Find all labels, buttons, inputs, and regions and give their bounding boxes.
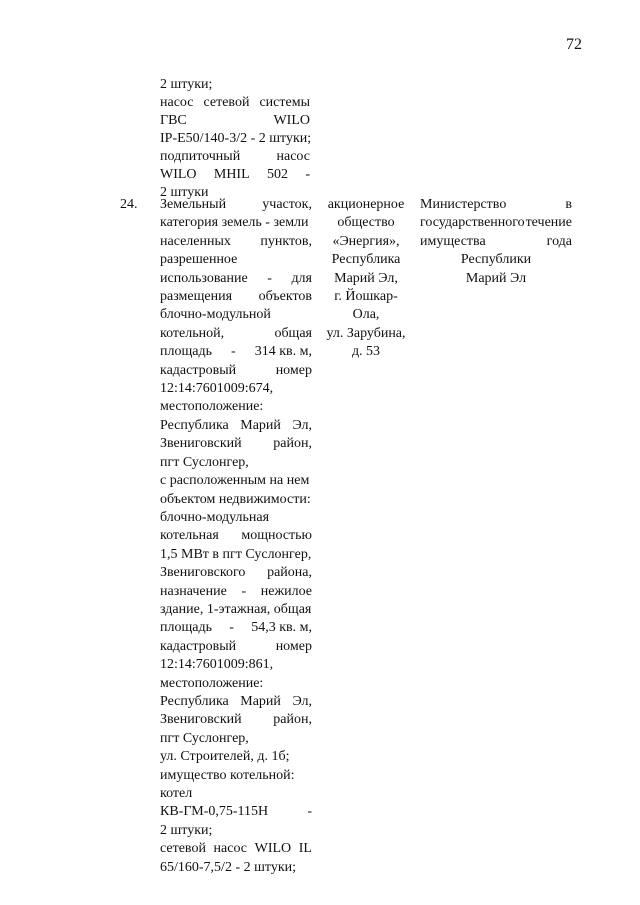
word: населенных xyxy=(160,233,231,249)
description-line xyxy=(160,803,312,821)
word: использование xyxy=(160,270,248,286)
word: Министерство xyxy=(420,197,507,212)
description-line: пгт Суслонгер, xyxy=(160,454,249,470)
word: течение xyxy=(525,215,572,231)
rights-holder-cell xyxy=(322,196,410,362)
continuation-line: 2 штуки; xyxy=(160,77,213,92)
description-line: 12:14:7601009:674, xyxy=(160,381,274,397)
description-line xyxy=(160,619,312,637)
property-description-cell xyxy=(160,196,312,877)
word: WILO xyxy=(254,841,292,857)
description-line: блочно-модульная xyxy=(160,509,270,525)
word: Марий xyxy=(240,693,281,709)
word: насос xyxy=(276,149,310,164)
word: номер xyxy=(275,638,312,654)
word: Эл, xyxy=(292,417,312,433)
page-number: 72 xyxy=(566,36,582,53)
word: 54,3 кв. м, xyxy=(251,620,312,636)
description-line: здание, 1-этажная, общая xyxy=(160,601,312,617)
holder-line: ул. Зарубина, xyxy=(326,325,406,341)
description-line: 12:14:7601009:861, xyxy=(160,657,274,673)
description-line xyxy=(160,693,312,711)
word: назначение xyxy=(160,583,227,599)
row-number: 24. xyxy=(120,197,138,212)
continuation-text xyxy=(160,76,310,202)
description-line: ул. Строителей, д. 1б; xyxy=(160,749,290,765)
word: - xyxy=(231,344,236,360)
description-line xyxy=(160,564,312,582)
description-line: категория земель - земли xyxy=(160,215,309,231)
description-line: 65/160-7,5/2 - 2 штуки; xyxy=(160,859,297,875)
word: MHIL xyxy=(213,167,250,182)
word: - xyxy=(241,583,247,599)
word: года xyxy=(546,233,572,249)
description-line xyxy=(160,435,312,453)
description-line xyxy=(160,840,312,858)
word: объектов xyxy=(258,289,312,305)
word: Звениговский xyxy=(160,436,242,452)
description-line: объектом недвижимости: xyxy=(160,491,311,507)
basis-line xyxy=(420,196,572,214)
word: мощностью xyxy=(241,528,312,544)
description-line: пгт Суслонгер, xyxy=(160,730,249,746)
description-line xyxy=(160,233,312,251)
word: WILO xyxy=(273,113,310,128)
word: подпиточный xyxy=(160,149,241,164)
description-line: 2 штуки; xyxy=(160,822,213,838)
description-line: 1,5 МВт в пгт Суслонгер, xyxy=(160,546,312,562)
basis-line: Республики xyxy=(460,252,532,268)
description-line xyxy=(160,288,312,306)
holder-line: «Энергия», xyxy=(332,233,400,249)
word: кадастровый xyxy=(160,638,237,654)
word: нежилое xyxy=(260,583,312,599)
word: сетевой xyxy=(203,95,250,110)
description-line: котел xyxy=(160,786,193,801)
word: - xyxy=(229,620,234,636)
continuation-line xyxy=(160,94,310,112)
description-line xyxy=(160,196,312,214)
description-line: разрешенное xyxy=(160,252,238,268)
description-line xyxy=(160,270,312,288)
word: системы xyxy=(259,95,310,110)
word: ГВС xyxy=(160,113,187,128)
word: - xyxy=(307,804,312,820)
continuation-line: IP-E50/140-3/2 - 2 штуки; xyxy=(160,131,312,146)
word: пунктов, xyxy=(260,233,312,249)
word: WILO xyxy=(160,167,197,182)
word: номер xyxy=(275,362,312,378)
description-line xyxy=(160,527,312,545)
description-line xyxy=(160,343,312,361)
word: сетевой xyxy=(160,841,206,857)
word: - xyxy=(305,167,310,182)
description-line: местоположение: xyxy=(160,675,264,691)
word: Республика xyxy=(160,417,229,433)
word: КВ-ГМ-0,75-115Н xyxy=(160,804,269,820)
word: площадь xyxy=(160,344,212,360)
word: Эл, xyxy=(292,693,312,709)
holder-line: г. Йошкар- xyxy=(334,289,398,305)
continuation-line xyxy=(160,166,310,184)
description-line xyxy=(160,417,312,435)
word: для xyxy=(291,270,312,286)
word: Марий xyxy=(240,417,281,433)
word: общая xyxy=(274,325,312,341)
description-line xyxy=(160,638,312,656)
holder-line: д. 53 xyxy=(351,344,381,360)
description-line xyxy=(160,711,312,729)
basis-line xyxy=(420,233,572,251)
basis-line xyxy=(420,214,572,232)
continuation-line: 2 штуки xyxy=(160,185,209,200)
word: насос xyxy=(213,841,248,857)
basis-line: Марий Эл xyxy=(465,270,527,286)
word: района, xyxy=(267,565,312,581)
description-line: имущество котельной: xyxy=(160,767,295,783)
word: государственного xyxy=(420,215,525,231)
continuation-line xyxy=(160,148,310,166)
holder-line: общество xyxy=(337,215,395,231)
word: Звениговского xyxy=(160,565,246,581)
word: имущества xyxy=(420,233,486,249)
word: Звениговский xyxy=(160,712,242,728)
holder-line: акционерное xyxy=(327,197,405,212)
word: IL xyxy=(298,841,312,857)
description-line: местоположение: xyxy=(160,399,264,415)
description-line xyxy=(160,362,312,380)
word: котельной, xyxy=(160,325,225,341)
word: район, xyxy=(273,712,312,728)
word: кадастровый xyxy=(160,362,237,378)
word: в xyxy=(565,197,572,212)
description-line xyxy=(160,583,312,601)
word: Республика xyxy=(160,693,229,709)
continuation-line xyxy=(160,112,310,130)
holder-line: Ола, xyxy=(352,307,380,323)
word: район, xyxy=(273,436,312,452)
holder-line: Марий Эл, xyxy=(334,270,398,286)
word: Земельный xyxy=(160,197,227,212)
description-line: с расположенным на нем xyxy=(160,473,310,489)
word: насос xyxy=(160,95,194,110)
holder-line: Республика xyxy=(331,252,401,268)
word: площадь xyxy=(160,620,212,636)
word: участок, xyxy=(262,197,312,212)
description-line xyxy=(160,325,312,343)
word: 314 кв. м, xyxy=(254,344,312,360)
description-line: блочно-модульной xyxy=(160,307,271,323)
word: размещения xyxy=(160,289,233,305)
transfer-basis-cell xyxy=(420,196,572,288)
word: - xyxy=(267,270,272,286)
word: котельная xyxy=(160,528,219,544)
word: 502 xyxy=(266,167,288,182)
